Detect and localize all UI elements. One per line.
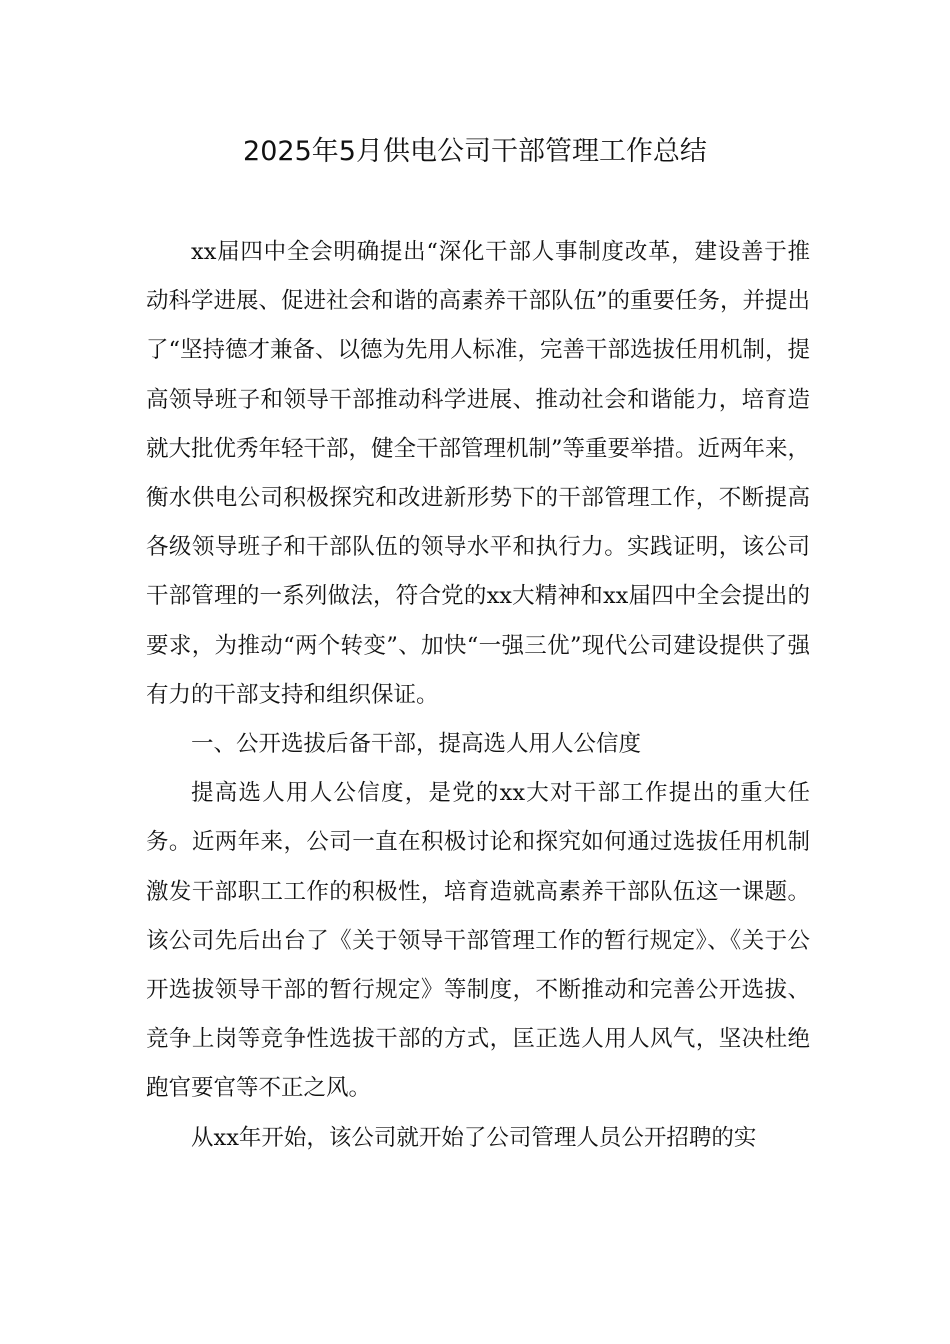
paragraph-section-1: 提高选人用人公信度，是党的xx大对干部工作提出的重大任务。近两年来，公司一直在积极讨论和探究如何通过选拔任用机制激发干部职工工作的积极性，培育造就高素养干部队伍这一课题。该公司先后出台了《关于领导干部管理工作的暂行规定》、《关于公开选拔领导干部的暂行规定》等制度，不断推动和完善公开选拔、竞争上岗等竞争性选拔干部的方式，匡正选人用人风气，坚决杜绝跑官要官等不正之风。 [146,780,810,1102]
document-body [146,228,810,1163]
paragraph-intro: xx届四中全会明确提出“深化干部人事制度改革，建设善于推动科学进展、促进社会和谐的高素养干部队伍”的重要任务，并提出了“坚持德才兼备、以德为先用人标准，完善干部选拔任用机制，提高领导班子和领导干部推动科学进展、推动社会和谐能力，培育造就大批优秀年轻干部，健全干部管理机制”等重要举措。近两年来，衡水供电公司积极探究和改进新形势下的干部管理工作，不断提高各级领导班子和干部队伍的领导水平和执行力。实践证明，该公司干部管理的一系列做法，符合党的xx大精神和xx届四中全会提出的要求，为推动“两个转变”、加快“一强三优”现代公司建设提供了强有力的干部支持和组织保证。 [146,239,811,708]
section-heading-1: 一、公开选拔后备干部，提高选人用人公信度 [191,731,642,758]
paragraph-recruitment: 从xx年开始，该公司就开始了公司管理人员公开招聘的实 [191,1124,757,1151]
document-title: 2025年5月供电公司干部管理工作总结 [243,136,707,167]
